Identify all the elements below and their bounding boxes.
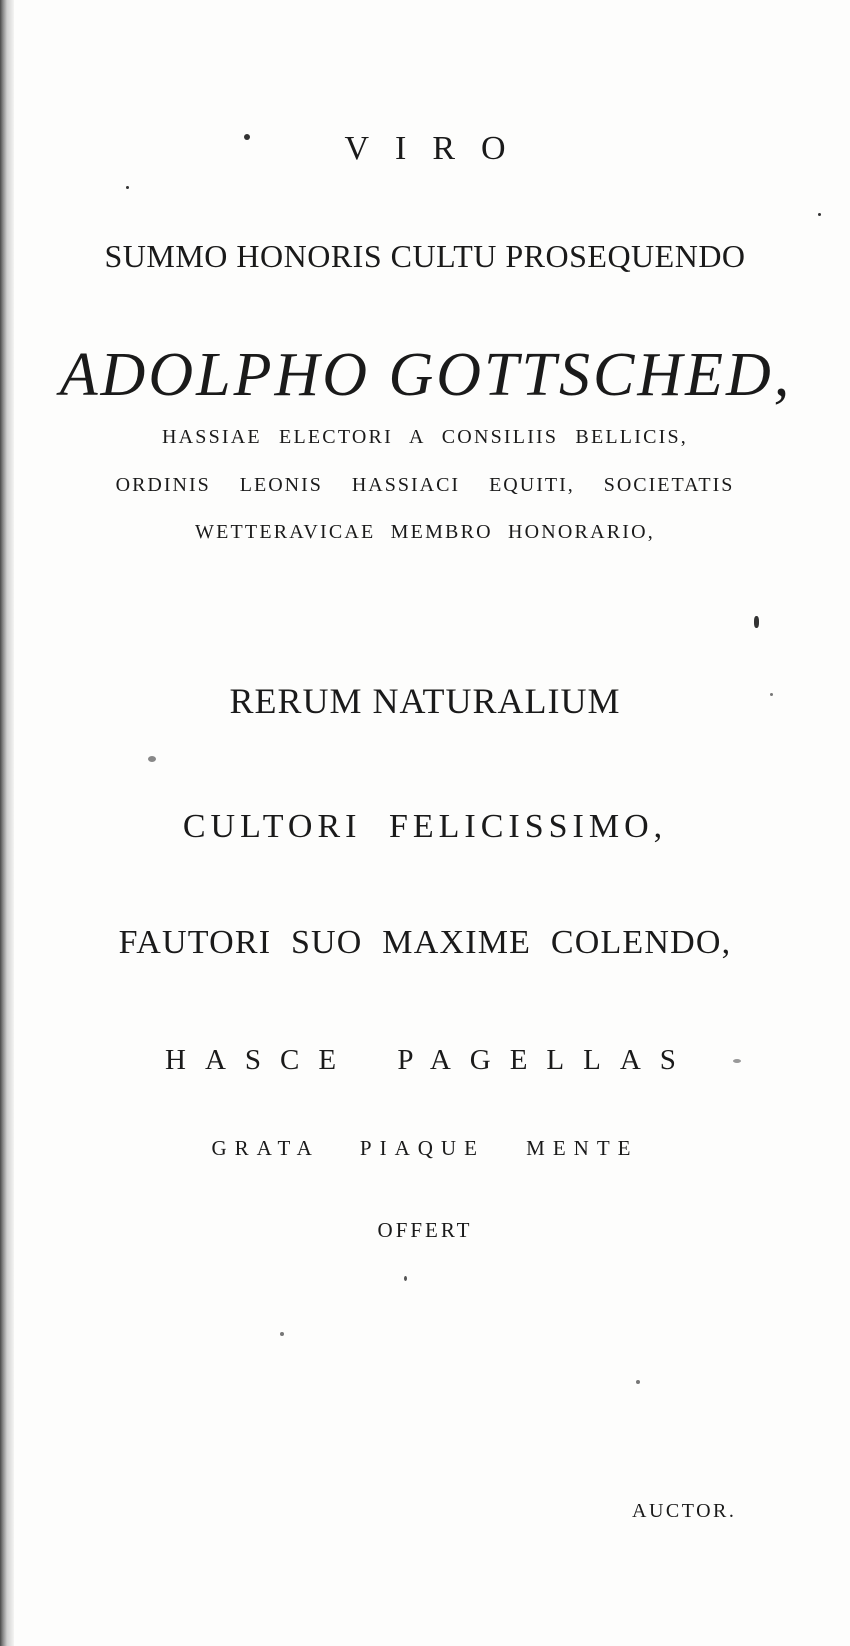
paper-speck xyxy=(148,756,156,762)
dedication-hasce: HASCE PAGELLAS xyxy=(165,1044,695,1076)
paper-speck xyxy=(636,1380,640,1384)
dedication-rerum: RERUM NATURALIUM xyxy=(229,681,621,721)
author-signature: AUCTOR. xyxy=(632,1500,737,1522)
dedicatee-title-line-3: WETTERAVICAE MEMBRO HONORARIO, xyxy=(195,521,655,543)
paper-speck xyxy=(244,134,250,140)
paper-speck xyxy=(754,616,759,628)
dedication-summo: SUMMO HONORIS CULTU PROSEQUENDO xyxy=(104,238,746,274)
paper-speck xyxy=(770,693,773,696)
paper-speck xyxy=(404,1276,407,1281)
dedication-cultori: CULTORI FELICISSIMO, xyxy=(182,808,668,845)
dedication-grata: GRATA PIAQUE MENTE xyxy=(211,1136,639,1160)
paper-speck xyxy=(733,1059,741,1063)
dedication-fautori: FAUTORI SUO MAXIME COLENDO, xyxy=(118,924,732,961)
dedicatee-title-line-1: HASSIAE ELECTORI A CONSILIIS BELLICIS, xyxy=(161,426,689,448)
dedicatee-title-line-2: ORDINIS LEONIS HASSIACI EQUITI, SOCIETATIS xyxy=(115,474,735,496)
dedication-viro: VIRO xyxy=(344,130,532,167)
dedicatee-name: ADOLPHO GOTTSCHED, xyxy=(59,341,793,409)
dedication-offert: OFFERT xyxy=(377,1218,473,1242)
paper-speck xyxy=(126,186,129,189)
paper-speck xyxy=(818,213,821,216)
paper-speck xyxy=(280,1332,284,1336)
